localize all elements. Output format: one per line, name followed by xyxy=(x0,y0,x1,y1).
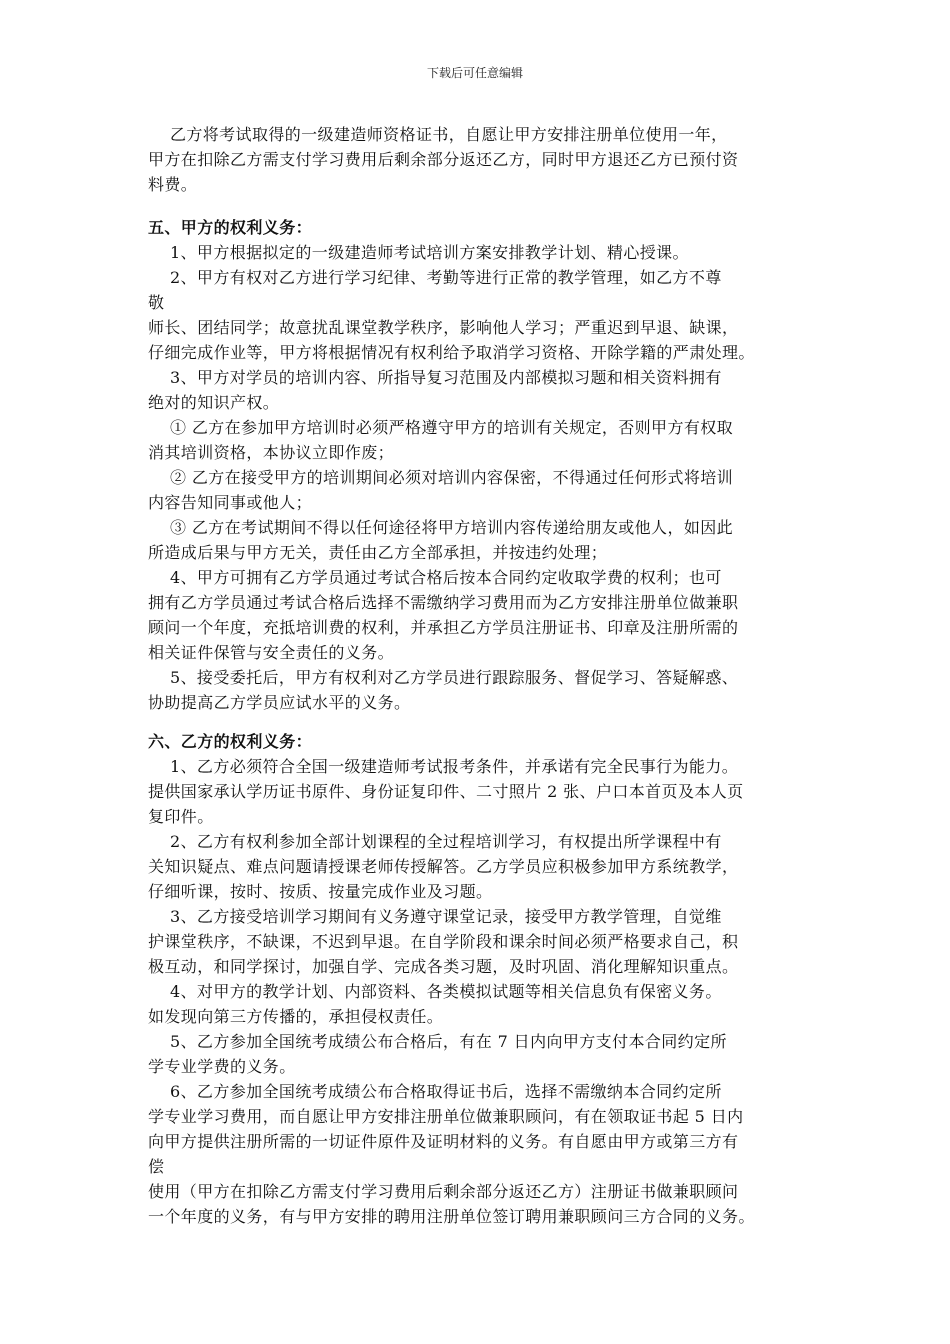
text-line: 4、对甲方的教学计划、内部资料、各类模拟试题等相关信息负有保密义务。 xyxy=(148,982,722,1001)
section-six xyxy=(148,729,860,1229)
page-header: 下载后可任意编辑 xyxy=(426,66,523,80)
text-line: 1、甲方根据拟定的一级建造师考试培训方案安排教学计划、精心授课。 xyxy=(148,243,689,262)
text-line: 如发现向第三方传播的，承担侵权责任。 xyxy=(148,1007,444,1026)
text-line: 料费。 xyxy=(148,175,198,194)
text-line: 4、甲方可拥有乙方学员通过考试合格后按本合同约定收取学费的权利；也可 xyxy=(148,568,722,587)
text-line: 绝对的知识产权。 xyxy=(148,393,280,412)
text-line: 敬 xyxy=(148,293,165,312)
text-line: 6、乙方参加全国统考成绩公布合格取得证书后，选择不需缴纳本合同约定所 xyxy=(148,1082,722,1101)
text-line: 学专业学费的义务。 xyxy=(148,1057,296,1076)
text-line: 2、甲方有权对乙方进行学习纪律、考勤等进行正常的教学管理，如乙方不尊 xyxy=(148,268,722,287)
text-line: 关知识疑点、难点问题请授课老师传授解答。乙方学员应积极参加甲方系统教学， xyxy=(148,857,739,876)
text-line: 师长、团结同学；故意扰乱课堂教学秩序，影响他人学习；严重迟到早退、缺课， xyxy=(148,318,739,337)
text-line: 消其培训资格，本协议立即作废； xyxy=(148,443,395,462)
section-heading: 五、甲方的权利义务： xyxy=(148,218,313,237)
text-line: ① 乙方在参加甲方培训时必须严格遵守甲方的培训有关规定，否则甲方有权取 xyxy=(148,418,734,437)
text-line: 顾问一个年度，充抵培训费的权利，并承担乙方学员注册证书、印章及注册所需的 xyxy=(148,618,739,637)
text-line: 甲方在扣除乙方需支付学习费用后剩余部分返还乙方，同时甲方退还乙方已预付资 xyxy=(148,150,739,169)
text-line: 协助提高乙方学员应试水平的义务。 xyxy=(148,693,411,712)
text-line: 相关证件保管与安全责任的义务。 xyxy=(148,643,395,662)
text-line: 2、乙方有权利参加全部计划课程的全过程培训学习，有权提出所学课程中有 xyxy=(148,832,722,851)
text-line: 3、乙方接受培训学习期间有义务遵守课堂记录，接受甲方教学管理，自觉维 xyxy=(148,907,722,926)
text-line: 5、接受委托后，甲方有权利对乙方学员进行跟踪服务、督促学习、答疑解惑、 xyxy=(148,668,739,687)
text-line: 复印件。 xyxy=(148,807,214,826)
text-line: 所造成后果与甲方无关，责任由乙方全部承担，并按违约处理； xyxy=(148,543,608,562)
text-line: 5、乙方参加全国统考成绩公布合格后，有在 7 日内向甲方支付本合同约定所 xyxy=(148,1032,727,1051)
text-line: 仔细完成作业等，甲方将根据情况有权利给予取消学习资格、开除学籍的严肃处理。 xyxy=(148,343,755,362)
text-line: 向甲方提供注册所需的一切证件原件及证明材料的义务。有自愿由甲方或第三方有 xyxy=(148,1132,739,1151)
section-heading: 六、乙方的权利义务： xyxy=(148,732,313,751)
text-line: 仔细听课，按时、按质、按量完成作业及习题。 xyxy=(148,882,493,901)
text-line: ③ 乙方在考试期间不得以任何途径将甲方培训内容传递给朋友或他人，如因此 xyxy=(148,518,734,537)
section-five xyxy=(148,215,860,715)
intro-paragraph xyxy=(148,122,860,197)
text-line: 拥有乙方学员通过考试合格后选择不需缴纳学习费用而为乙方安排注册单位做兼职 xyxy=(148,593,739,612)
text-line: 乙方将考试取得的一级建造师资格证书，自愿让甲方安排注册单位使用一年， xyxy=(148,125,728,144)
text-line: ② 乙方在接受甲方的培训期间必须对培训内容保密，不得通过任何形式将培训 xyxy=(148,468,734,487)
text-line: 1、乙方必须符合全国一级建造师考试报考条件，并承诺有完全民事行为能力。 xyxy=(148,757,739,776)
text-line: 使用（甲方在扣除乙方需支付学习费用后剩余部分返还乙方）注册证书做兼职顾问 xyxy=(148,1182,739,1201)
text-line: 学专业学习费用，而自愿让甲方安排注册单位做兼职顾问，有在领取证书起 5 日内 xyxy=(148,1107,744,1126)
text-line: 偿 xyxy=(148,1157,165,1176)
text-line: 内容告知同事或他人； xyxy=(148,493,313,512)
text-line: 护课堂秩序，不缺课，不迟到早退。在自学阶段和课余时间必须严格要求自己，积 xyxy=(148,932,739,951)
text-line: 提供国家承认学历证书原件、身份证复印件、二寸照片 2 张、户口本首页及本人页 xyxy=(148,782,744,801)
document-body xyxy=(148,122,860,1229)
text-line: 3、甲方对学员的培训内容、所指导复习范围及内部模拟习题和相关资料拥有 xyxy=(148,368,722,387)
text-line: 一个年度的义务，有与甲方安排的聘用注册单位签订聘用兼职顾问三方合同的义务。 xyxy=(148,1207,755,1226)
text-line: 极互动，和同学探讨，加强自学、完成各类习题，及时巩固、消化理解知识重点。 xyxy=(148,957,739,976)
